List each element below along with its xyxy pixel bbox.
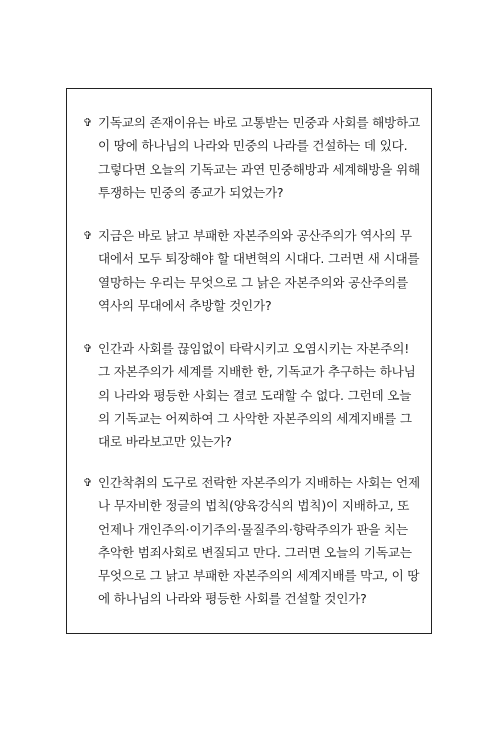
- bordered-text-box: [66, 88, 432, 634]
- text-line: 그렇다면 오늘의 기독교는 과연 민중해방과 세계해방을 위해: [98, 161, 420, 177]
- paragraph-1: [83, 111, 421, 204]
- text-line: 대로 바라보고만 있는가?: [98, 434, 232, 450]
- paragraph-text: [98, 337, 421, 453]
- text-line: 인간과 사회를 끊임없이 타락시키고 오염시키는 자본주의!: [98, 341, 410, 356]
- text-line: 투쟁하는 민중의 종교가 되었는가?: [98, 184, 284, 200]
- text-line: 의 기독교는 어찌하여 그 사악한 자본주의의 세계지배를 그: [98, 410, 412, 426]
- text-line: 대에서 모두 퇴장해야 할 대변혁의 시대다. 그러면 새 시대를: [98, 251, 420, 267]
- paragraph-text: [98, 471, 421, 611]
- text-line: 에 하나님의 나라와 평등한 사회를 건설할 것인가?: [98, 591, 367, 607]
- cross-bullet-icon: ✞: [83, 342, 93, 355]
- paragraph-text: [98, 111, 421, 204]
- cross-bullet-icon: ✞: [83, 116, 93, 129]
- paragraph-4: [83, 471, 421, 611]
- paragraph-3: [83, 337, 421, 453]
- text-line: 의 나라와 평등한 사회는 결코 도래할 수 없다. 그런데 오늘: [98, 387, 412, 403]
- paragraph-2: [83, 224, 421, 317]
- text-line: 지금은 바로 낡고 부패한 자본주의와 공산주의가 역사의 무: [98, 228, 412, 243]
- text-line: 무엇으로 그 낡고 부패한 자본주의의 세계지배를 막고, 이 땅: [98, 568, 420, 584]
- text-line: 나 무자비한 정글의 법칙(양육강식의 법칙)이 지배하고, 또: [98, 498, 410, 514]
- text-line: 그 자본주의가 세계를 지배한 한, 기독교가 추구하는 하나님: [98, 364, 416, 380]
- cross-bullet-icon: ✞: [83, 229, 93, 242]
- text-line: 열망하는 우리는 무엇으로 그 낡은 자본주의와 공산주의를: [98, 274, 408, 290]
- text-line: 인간착취의 도구로 전락한 자본주의가 지배하는 사회는 언제: [98, 475, 420, 490]
- text-line: 기독교의 존재이유는 바로 고통받는 민중과 사회를 해방하고: [98, 115, 420, 130]
- text-line: 추악한 범죄사회로 변질되고 만다. 그러면 오늘의 기독교는: [98, 544, 412, 560]
- text-line: 언제나 개인주의·이기주의·물질주의·향락주의가 판을 치는: [98, 521, 408, 537]
- paragraph-text: [98, 224, 421, 317]
- text-line: 역사의 무대에서 추방할 것인가?: [98, 297, 272, 313]
- text-line: 이 땅에 하나님의 나라와 민중의 나라를 건설하는 데 있다.: [98, 138, 408, 154]
- cross-bullet-icon: ✞: [83, 476, 93, 489]
